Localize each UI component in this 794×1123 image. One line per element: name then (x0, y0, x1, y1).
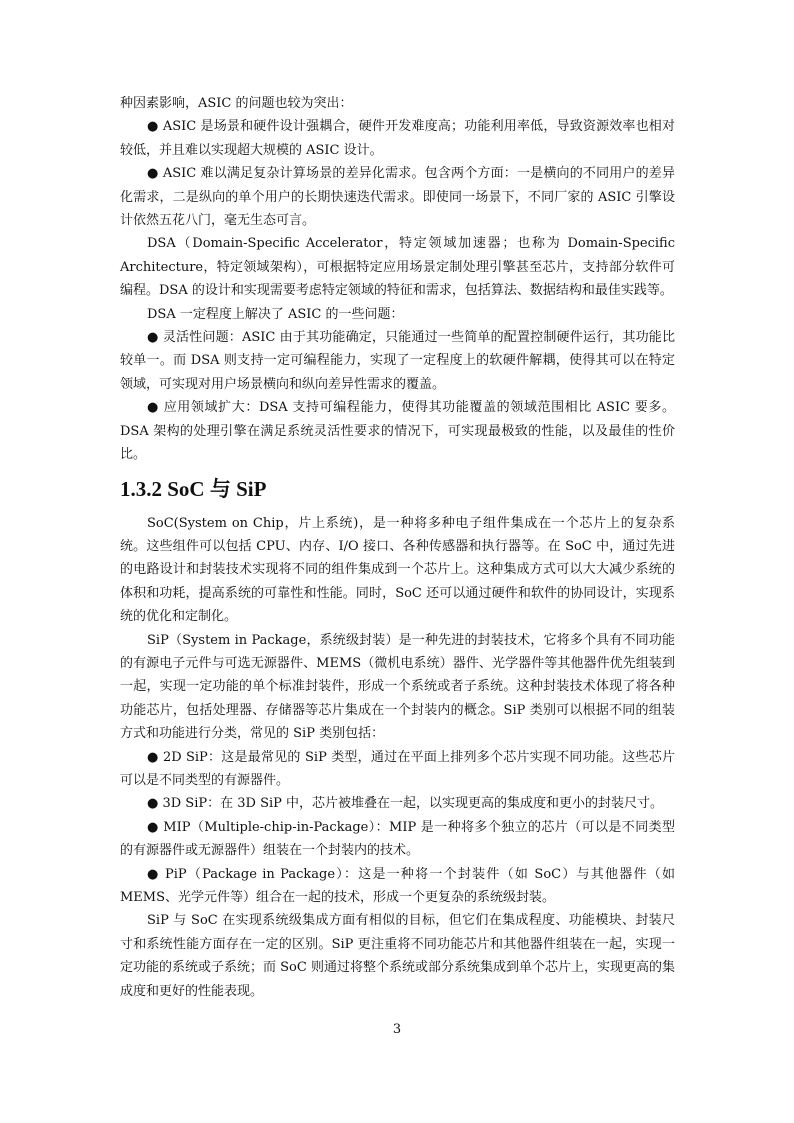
paragraph-dsa-solves: DSA 一定程度上解决了 ASIC 的一些问题： (147, 306, 404, 322)
bullet-mip: ● MIP（Multiple-chip-in-Package）：MIP 是一种将多个独立的芯片（可以是不同类型的有源器件或无源器件）组装在一个封装内的技术。 (120, 819, 675, 859)
paragraph-sip-definition: SiP（System in Package，系统级封装）是一种先进的封装技术，它将多个具有不同功能的有源电子元件与可选无源器件、MEMS（微机电系统）器件、光学器件等其他器件优先组装到一起，实现一定功能的单个标准封装件，形成一个系统或者子系统。这种封装技术体现了将各种功能芯片，包括处理器、存储器等芯片集成在一个封装内的概念。SiP 类别可以根据不同的组装方式和功能进行分类，常见的 SiP 类别包括： (120, 632, 675, 742)
page-content (120, 92, 675, 1003)
paragraph-dsa-definition: DSA（Domain-Specific Accelerator，特定领域加速器；也称为 Domain-Specific Architecture，特定领域架构），可根据特定应用场景定制处理引擎甚至芯片，支持部分软件可编程。DSA 的设计和实现需要考虑特定领域的特征和需求，包括算法、数据结构和最佳实践等。 (120, 236, 675, 299)
section-heading: 1.3.2 SoC 与 SiP (120, 476, 267, 501)
bullet-3d-sip: ● 3D SiP：在 3D SiP 中，芯片被堆叠在一起，以实现更高的集成度和更小的封装尺寸。 (147, 796, 664, 812)
paragraph-soc-definition: SoC(System on Chip，片上系统)，是一种将多种电子组件集成在一个芯片上的复杂系统。这些组件可以包括 CPU、内存、I/O 接口、各种传感器和执行器等。在 SoC 中，通过先进的电路设计和封装技术实现将不同的组件集成到一个芯片上。这种集成方式可以大大减少系统的体积和功耗，提高系统的可靠性和性能。同时，SoC 还可以通过硬件和软件的协同设计，实现系统的优化和定制化。 (120, 515, 675, 625)
bullet-pip: ● PiP（Package in Package）：这是一种将一个封装件（如 SoC）与其他器件（如 MEMS、光学元件等）组合在一起的技术，形成一个更复杂的系统级封装。 (120, 866, 675, 905)
bullet-application-scope: ● 应用领域扩大：DSA 支持可编程能力，使得其功能覆盖的领域范围相比 ASIC 要多。DSA 架构的处理引擎在满足系统灵活性要求的情况下，可实现最极致的性能，以及最佳的性价比。 (120, 400, 675, 463)
bullet-asic-diversity: ● ASIC 难以满足复杂计算场景的差异化需求。包含两个方面：一是横向的不同用户的差异化需求，二是纵向的单个用户的长期快速迭代需求。即使同一场景下，不同厂家的 ASIC 引擎设计依然五花八门，毫无生态可言。 (120, 166, 675, 229)
bullet-asic-coupling: ● ASIC 是场景和硬件设计强耦合，硬件开发难度高；功能利用率低，导致资源效率也相对较低，并且难以实现超大规模的 ASIC 设计。 (120, 119, 675, 158)
bullet-2d-sip: ● 2D SiP：这是最常见的 SiP 类型，通过在平面上排列多个芯片实现不同功能。这些芯片可以是不同类型的有源器件。 (120, 749, 675, 788)
page-number: 3 (392, 1022, 402, 1037)
bullet-flexibility: ● 灵活性问题：ASIC 由于其功能确定，只能通过一些简单的配置控制硬件运行，其功能比较单一。而 DSA 则支持一定可编程能力，实现了一定程度上的软硬件解耦，使得其可以在特定领域，可实现对用户场景横向和纵向差异性需求的覆盖。 (120, 330, 675, 392)
paragraph-sip-vs-soc: SiP 与 SoC 在实现系统级集成方面有相似的目标，但它们在集成程度、功能模块、封装尺寸和系统性能方面存在一定的区别。SiP 更注重将不同功能芯片和其他器件组装在一起，实现一定功能的系统或子系统；而 SoC 则通过将整个系统或部分系统集成到单个芯片上，实现更高的集成度和更好的性能表现。 (120, 913, 675, 999)
paragraph-1: 种因素影响，ASIC 的问题也较为突出： (120, 96, 353, 111)
